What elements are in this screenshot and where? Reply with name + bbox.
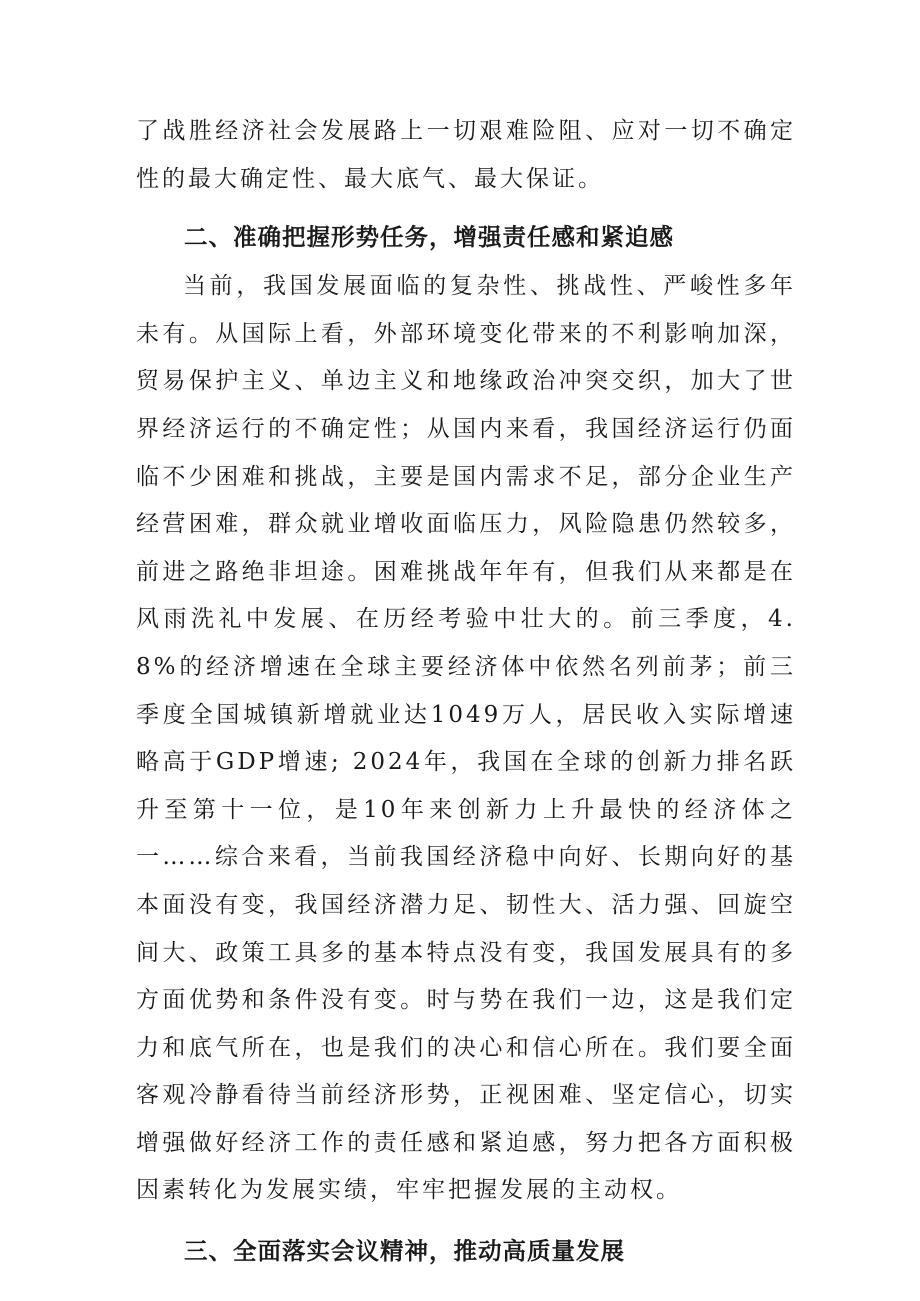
document-body (136, 108, 796, 1275)
section-3-heading: 三、全面落实会议精神，推动高质量发展 (184, 1237, 625, 1266)
section-2-paragraph: 当前，我国发展面临的复杂性、挑战性、严峻性多年未有。从国际上看，外部环境变化带来的不利影响加深，贸易保护主义、单边主义和地缘政治冲突交织，加大了世界经济运行的不确定性；从国内来看，我国经济运行仍面临不少困难和挑战，主要是国内需求不足，部分企业生产经营困难，群众就业增收面临压力，风险隐患仍然较多，前进之路绝非坦途。困难挑战年年有，但我们从来都是在风雨洗礼中发展、在历经考验中壮大的。前三季度，4.8%的经济增速在全球主要经济体中依然名列前茅；前三季度全国城镇新增就业达1049万人，居民收入实际增速略高于GDP增速; 2024年，我国在全球的创新力排名跃升至第十一位，是10年来创新力上升最快的经济体之一……综合来看，当前我国经济稳中向好、长期向好的基本面没有变，我国经济潜力足、韧性大、活力强、回旋空间大、政策工具多的基本特点没有变，我国发展具有的多方面优势和条件没有变。时与势在我们一边，这是我们定力和底气所在，也是我们的决心和信心所在。我们要全面客观冷静看待当前经济形势，正视困难、坚定信心，切实增强做好经济工作的责任感和紧迫感，努力把各方面积极因素转化为发展实绩，牢牢把握发展的主动权。 (136, 273, 796, 1204)
section-2-heading: 二、准确把握形势任务，增强责任感和紧迫感 (184, 223, 674, 252)
paragraph-continued: 了战胜经济社会发展路上一切艰难险阻、应对一切不确定性的最大确定性、最大底气、最大保证。 (136, 118, 796, 192)
